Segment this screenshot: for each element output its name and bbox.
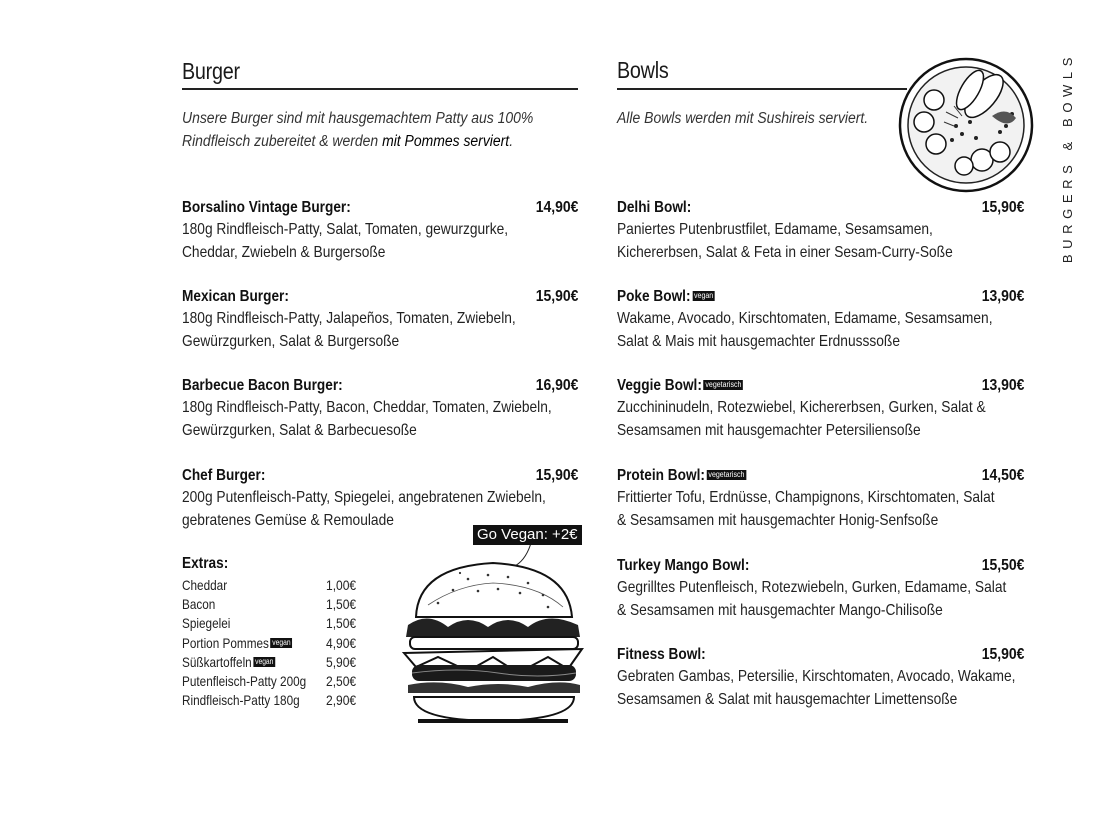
- vegan-tag: vegan: [272, 638, 291, 648]
- item-description: [617, 666, 1016, 711]
- item-name: [617, 375, 743, 397]
- extra-price: 4,90€: [326, 635, 357, 651]
- item-desc-line: & Sesamsamen mit hausgemachter Mango-Chilisoße: [617, 601, 943, 619]
- item-desc-line: Paniertes Putenbrustfilet, Edamame, Sesamsamen,: [617, 221, 933, 238]
- extra-price: 1,50€: [326, 615, 357, 631]
- item-desc-line: Sesamsamen & Salat mit hausgemachter Limettensoße: [617, 690, 958, 708]
- item-desc-line: Sesamsamen mit hausgemachter Petersiliensoße: [617, 421, 921, 439]
- item-desc-line: 180g Rindfleisch-Patty, Bacon, Cheddar, Tomaten, Zwiebeln,: [182, 399, 552, 416]
- bowls-intro: Alle Bowls werden mit Sushireis serviert.: [617, 110, 869, 127]
- item-desc-line: Frittierter Tofu, Erdnüsse, Champignons, Kirschtomaten, Salat: [617, 489, 995, 506]
- item-name-text: Protein Bowl:: [617, 467, 705, 484]
- item-description: [617, 577, 1007, 622]
- item-name: Turkey Mango Bowl:: [617, 557, 750, 574]
- item-desc-line: Cheddar, Zwiebeln & Burgersoße: [182, 243, 386, 261]
- item-description: [617, 487, 995, 532]
- extra-name: Rindfleisch-Patty 180g: [182, 692, 300, 708]
- burger-intro-line1: Unsere Burger sind mit hausgemachtem Patty aus 100%: [182, 110, 534, 127]
- extra-name-text: Portion Pommes: [182, 635, 269, 651]
- bowls-section-title: Bowls: [617, 57, 669, 83]
- item-name: Borsalino Vintage Burger:: [182, 199, 351, 216]
- item-description: [617, 219, 967, 264]
- burger-item: [182, 286, 578, 353]
- side-section-label: BURGERS & BOWLS: [1060, 52, 1075, 264]
- item-price: 13,90€: [981, 288, 1024, 305]
- bowl-item: [617, 644, 1024, 711]
- go-vegan-badge: Go Vegan: +2€: [473, 525, 582, 545]
- extra-price: 1,50€: [326, 596, 357, 612]
- item-desc-line: Gebraten Gambas, Petersilie, Kirschtomaten, Avocado, Wakame,: [617, 668, 1016, 685]
- item-description: [617, 397, 986, 442]
- item-price: 16,90€: [535, 377, 578, 394]
- extra-name: Putenfleisch-Patty 200g: [182, 673, 307, 689]
- extra-name: Bacon: [182, 596, 216, 612]
- extra-name: Cheddar: [182, 577, 228, 593]
- item-price: 15,90€: [535, 288, 578, 305]
- item-name-text: Poke Bowl:: [617, 288, 691, 305]
- vegetarian-tag: vegetarisch: [708, 469, 745, 479]
- item-desc-line: Wakame, Avocado, Kirschtomaten, Edamame, Sesamsamen,: [617, 310, 993, 327]
- burger-title-divider: [182, 88, 578, 90]
- item-name: [617, 286, 715, 308]
- burger-item: [182, 375, 578, 442]
- item-description: [617, 308, 993, 353]
- extra-name: [182, 634, 292, 653]
- item-description: [182, 397, 552, 442]
- item-price: 14,90€: [535, 199, 578, 216]
- item-desc-line: Zucchininudeln, Rotezwiebel, Kichererbsen, Gurken, Salat &: [617, 399, 986, 416]
- burger-intro-line2: [182, 130, 533, 153]
- extra-price: 2,90€: [326, 692, 357, 708]
- item-desc-line: Gegrilltes Putenfleisch, Rotezwiebeln, Gurken, Edamame, Salat: [617, 579, 1007, 596]
- item-price: 15,90€: [981, 199, 1024, 216]
- item-price: 15,90€: [535, 467, 578, 484]
- item-description: [182, 308, 523, 353]
- burger-intro-period: .: [509, 133, 514, 150]
- burger-intro: [182, 107, 533, 153]
- item-name-text: Veggie Bowl:: [617, 377, 702, 394]
- item-desc-line: Salat & Mais mit hausgemachter Erdnusssoße: [617, 332, 900, 350]
- item-description: [182, 487, 546, 532]
- bowl-illustration-icon: [896, 56, 1036, 194]
- item-description: [182, 219, 523, 264]
- item-desc-line: gebratenes Gemüse & Remoulade: [182, 511, 394, 529]
- item-desc-line: & Sesamsamen mit hausgemachter Honig-Senfsoße: [617, 511, 939, 529]
- item-price: 15,90€: [981, 646, 1024, 663]
- extra-price: 5,90€: [326, 654, 357, 670]
- item-desc-line: 180g Rindfleisch-Patty, Salat, Tomaten, gewurzgurke,: [182, 221, 509, 238]
- item-name: Barbecue Bacon Burger:: [182, 377, 343, 394]
- extra-price: 1,00€: [326, 577, 357, 593]
- item-price: 15,50€: [981, 557, 1024, 574]
- burger-intro-emphasis: mit Pommes serviert: [382, 133, 510, 150]
- bowls-title-divider: [617, 88, 907, 90]
- extras-title: Extras:: [182, 555, 229, 572]
- item-name: Fitness Bowl:: [617, 646, 706, 663]
- vegan-tag: vegan: [694, 290, 714, 300]
- bowl-item: [617, 286, 1024, 353]
- bowl-item: [617, 555, 1024, 622]
- burger-intro-line2-text: Rindfleisch zubereitet & werden: [182, 133, 383, 150]
- item-price: 13,90€: [981, 377, 1024, 394]
- burger-illustration-icon: [398, 545, 588, 735]
- item-name: Delhi Bowl:: [617, 199, 692, 216]
- item-desc-line: 200g Putenfleisch-Patty, Spiegelei, angebratenen Zwiebeln,: [182, 489, 546, 506]
- extra-name: Spiegelei: [182, 615, 231, 631]
- item-desc-line: Gewürzgurken, Salat & Barbecuesoße: [182, 421, 417, 439]
- extra-name: [182, 653, 275, 672]
- bowl-item: [617, 197, 1024, 264]
- bowl-item: [617, 375, 1024, 442]
- item-desc-line: Gewürzgurken, Salat & Burgersoße: [182, 332, 400, 350]
- item-desc-line: Kichererbsen, Salat & Feta in einer Sesam-Curry-Soße: [617, 243, 953, 261]
- bowl-item: [617, 465, 1024, 532]
- item-name: [617, 465, 746, 487]
- item-name: Mexican Burger:: [182, 288, 289, 305]
- burger-item: [182, 465, 578, 532]
- item-name: Chef Burger:: [182, 467, 266, 484]
- burger-section-title: Burger: [182, 58, 240, 84]
- extra-name-text: Süßkartoffeln: [182, 654, 252, 670]
- vegetarian-tag: vegetarisch: [705, 379, 742, 389]
- item-desc-line: 180g Rindfleisch-Patty, Jalapeños, Tomaten, Zwiebeln,: [182, 310, 516, 327]
- vegan-tag: vegan: [255, 657, 274, 667]
- extra-price: 2,50€: [326, 673, 357, 689]
- burger-item: [182, 197, 578, 264]
- item-price: 14,50€: [981, 467, 1024, 484]
